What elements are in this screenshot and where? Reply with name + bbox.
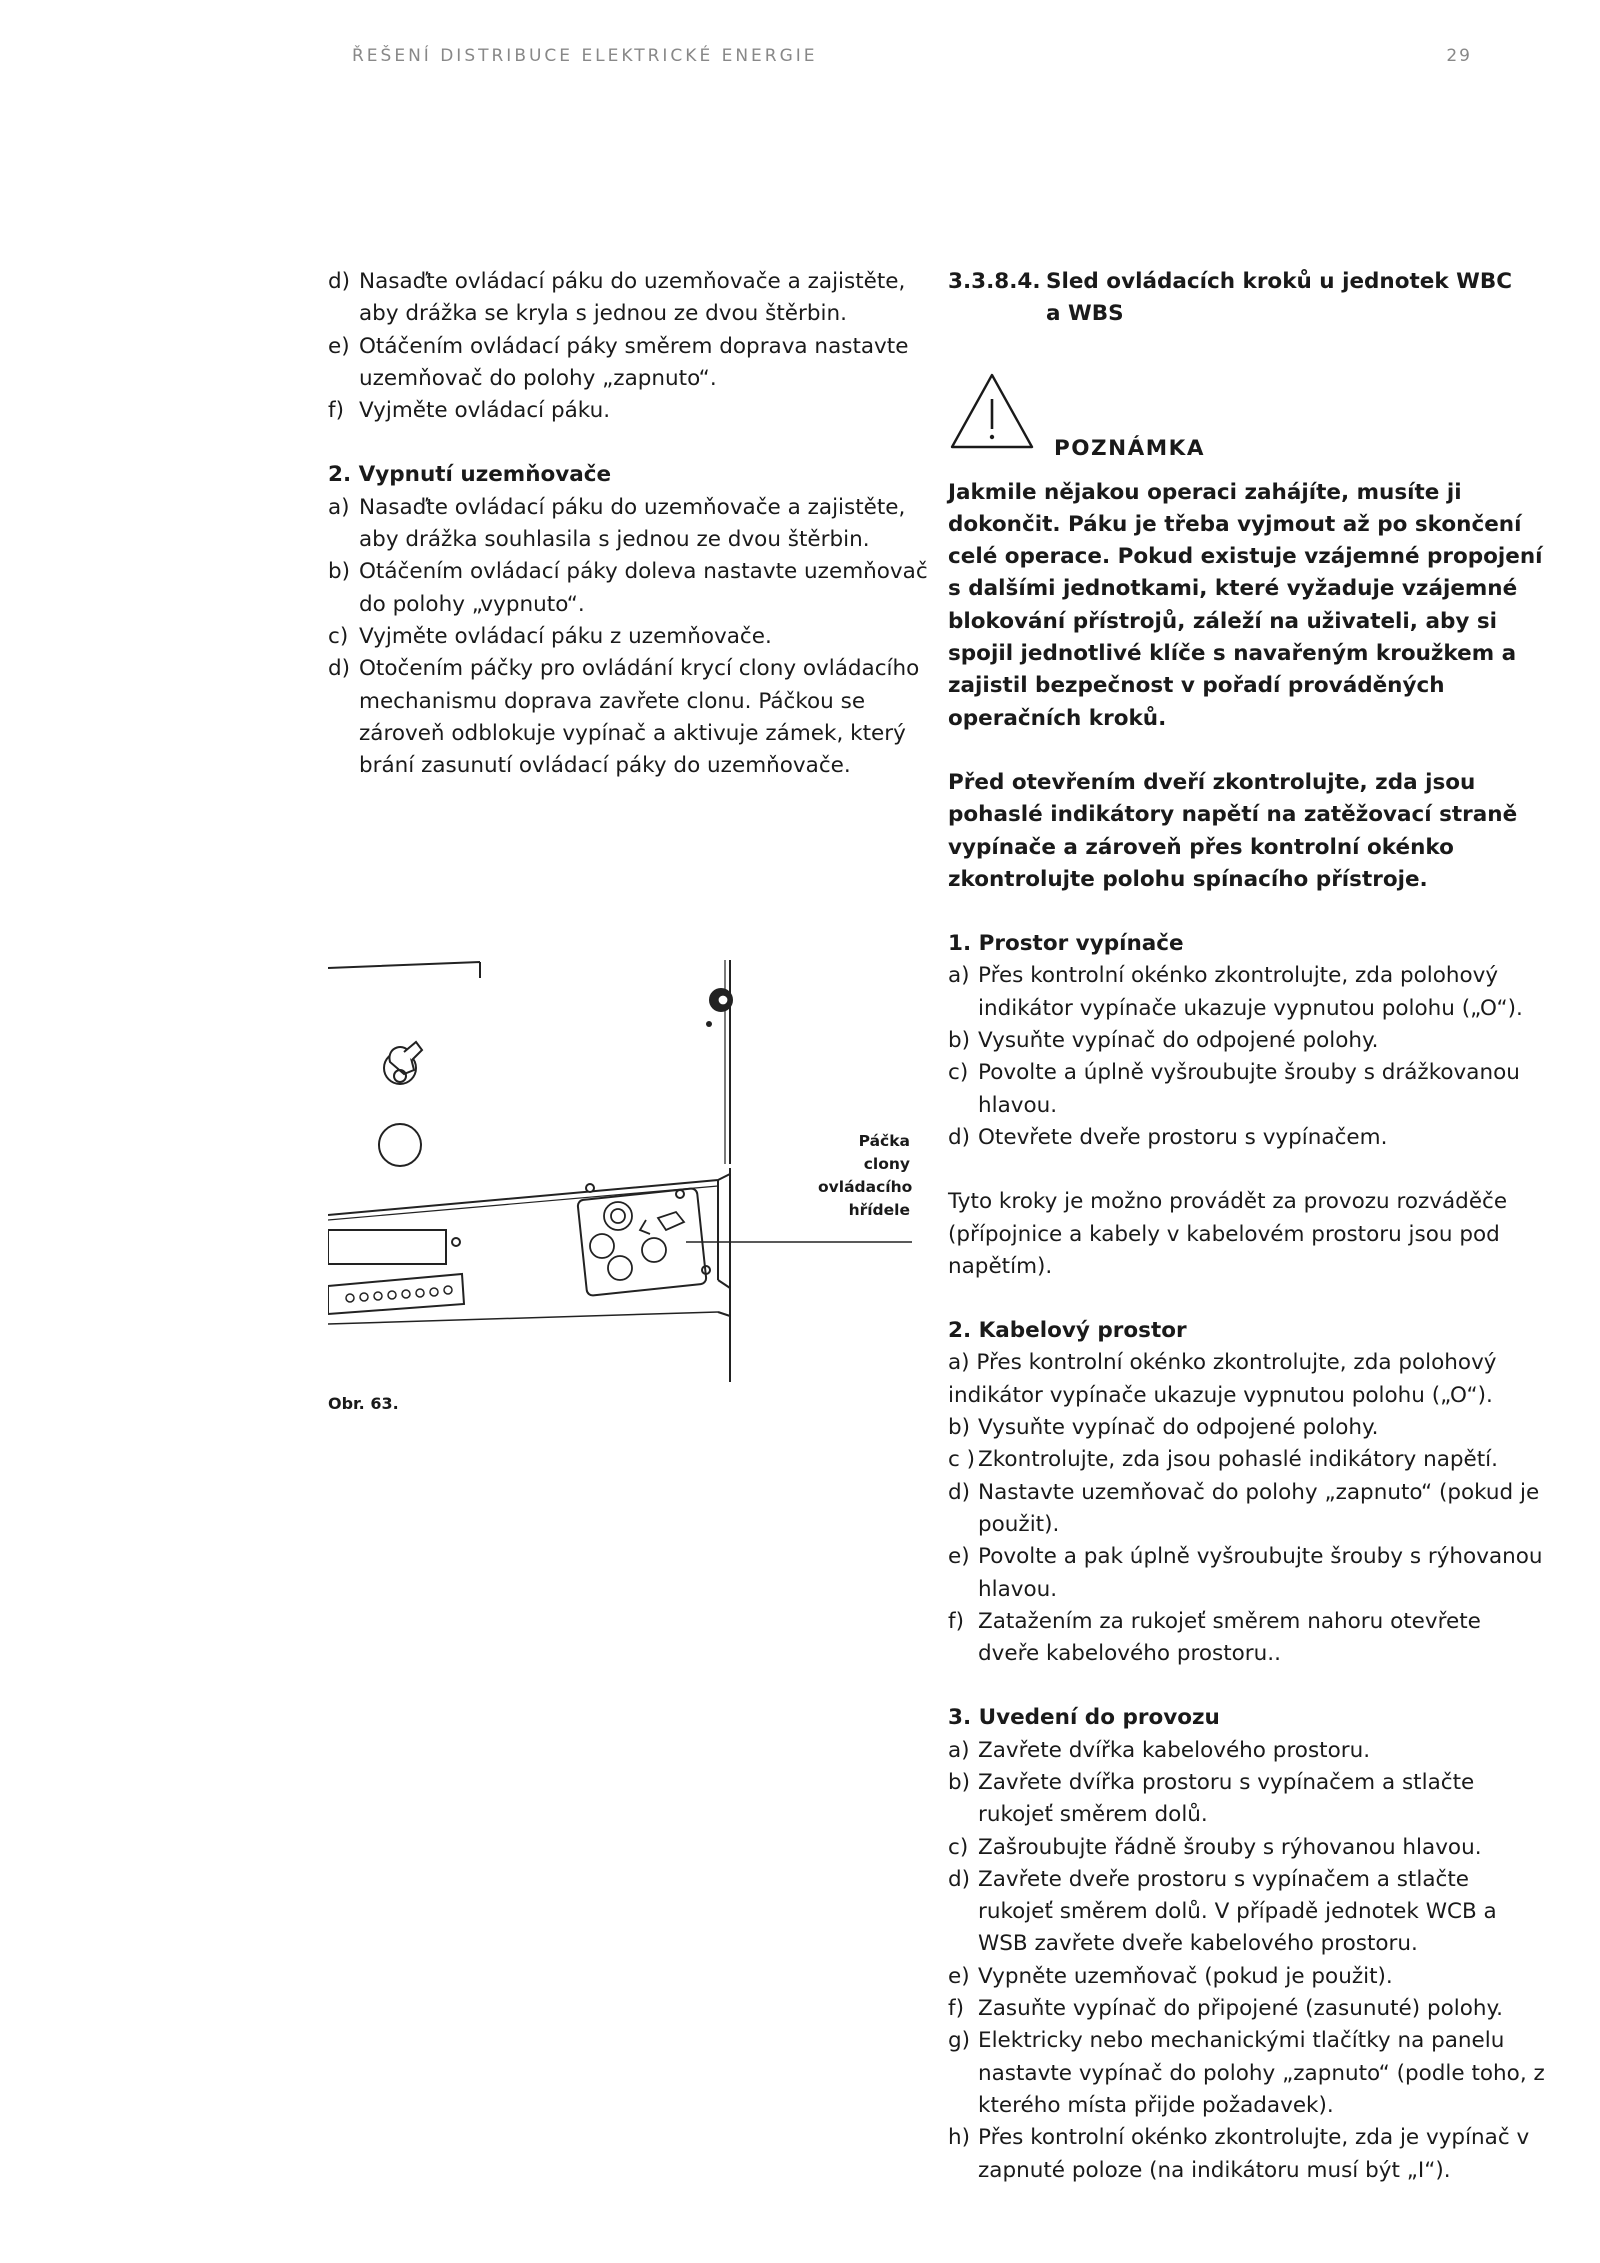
- item-text: Povolte a úplně vyšroubujte šrouby s drážkovanou hlavou.: [978, 1060, 1520, 1118]
- list-item: [328, 331, 928, 396]
- section-heading: 3. Uvedení do provozu: [948, 1705, 1220, 1731]
- item-marker: c ): [948, 1447, 976, 1473]
- list-item: [328, 266, 928, 331]
- check-paragraph: Před otevřením dveří zkontrolujte, zda jsou pohaslé indikátory napětí na zatěžovací straně vypínače a zároveň přes kontrolní okénko zkontrolujte polohu spínacího přístroje.: [948, 769, 1518, 892]
- running-header: ŘEŠENÍ DISTRIBUCE ELEKTRICKÉ ENERGIE: [352, 46, 818, 66]
- item-text: Přes kontrolní okénko zkontrolujte, zda je vypínač v zapnuté poloze (na indikátoru musí být „I“).: [978, 2125, 1530, 2183]
- list-item: [948, 1993, 1548, 2025]
- item-text: Zavřete dveře prostoru s vypínačem a stlačte rukojeť směrem dolů. V případě jednotek WCB a WSB zavřete dveře kabelového prostoru.: [978, 1866, 1497, 1957]
- item-marker: e): [948, 1963, 970, 1989]
- item-text: Zavřete dvířka kabelového prostoru.: [978, 1737, 1371, 1763]
- warning-icon: [948, 371, 1036, 451]
- item-text: Vyjměte ovládací páku.: [359, 398, 611, 424]
- note-header: [948, 371, 1548, 477]
- item-text: Zavřete dvířka prostoru s vypínačem a stlačte rukojeť směrem dolů.: [978, 1769, 1475, 1828]
- item-marker: b): [328, 559, 351, 585]
- item-text: Vypněte uzemňovač (pokud je použit).: [978, 1963, 1393, 1989]
- list-item: [948, 960, 1548, 1025]
- list-item: [948, 1767, 1548, 1832]
- list-item: [948, 1122, 1548, 1154]
- list-item: [948, 1961, 1548, 1993]
- left-column: [328, 266, 928, 782]
- item-marker: f): [948, 1608, 964, 1634]
- note-title: POZNÁMKA: [1054, 435, 1205, 461]
- section-number: 3.3.8.4.: [948, 269, 1041, 294]
- item-marker: e): [328, 333, 350, 359]
- list-item: [328, 653, 928, 782]
- figure-label: Páčka clony ovládacího hřídele: [818, 1132, 913, 1219]
- list-item: [328, 492, 928, 557]
- figure-caption: Obr. 63.: [328, 1394, 399, 1413]
- item-text: Nasaďte ovládací páku do uzemňovače a zajistěte, aby drážka se kryla s jednou ze dvou štěrbin.: [359, 269, 906, 327]
- item-marker: a): [948, 1737, 970, 1763]
- list-item: [328, 621, 928, 653]
- list-item: [948, 2025, 1548, 2122]
- page-number: 29: [1446, 46, 1472, 66]
- item-text: Zašroubujte řádně šrouby s rýhovanou hlavou.: [978, 1834, 1482, 1860]
- item-marker: a): [948, 963, 970, 989]
- list-item: [948, 1057, 1548, 1122]
- list-item: [948, 1412, 1548, 1444]
- list-item: [948, 1347, 1548, 1412]
- item-text: Otočením páčky pro ovládání krycí clony ovládacího mechanismu doprava zavřete clonu. Páčkou se zároveň odblokuje vypínač a aktivuje zámek, který brání zasunutí ovládací páky do uzemňovače.: [359, 656, 920, 779]
- item-marker: c): [948, 1834, 969, 1860]
- list-item: [948, 1832, 1548, 1864]
- list-item: [948, 1025, 1548, 1057]
- item-marker: g): [948, 2028, 971, 2054]
- list-item: [948, 1606, 1548, 1671]
- item-marker: a): [948, 1350, 970, 1376]
- item-marker: a): [328, 494, 350, 520]
- item-text: Nasaďte ovládací páku do uzemňovače a zajistěte, aby drážka souhlasila s jednou ze dvou štěrbin.: [359, 494, 906, 553]
- list-item: [948, 1541, 1548, 1606]
- item-text: Elektricky nebo mechanickými tlačítky na panelu nastavte vypínač do polohy „zapnuto“ (podle toho, z kterého místa přijde požadavek).: [978, 2028, 1545, 2118]
- item-text: Otáčením ovládací páky směrem doprava nastavte uzemňovač do polohy „zapnuto“.: [359, 333, 909, 391]
- item-marker: d): [948, 1479, 971, 1505]
- section-heading: 2. Vypnutí uzemňovače: [328, 462, 612, 488]
- section-title: Sled ovládacích kroků u jednotek WBC a WBS: [1046, 269, 1513, 327]
- item-text: Povolte a pak úplně vyšroubujte šrouby s rýhovanou hlavou.: [978, 1544, 1543, 1602]
- item-text: Vysuňte vypínač do odpojené polohy.: [978, 1028, 1379, 1054]
- list-item: [948, 2122, 1548, 2187]
- list-item: [948, 1477, 1548, 1542]
- item-text: Přes kontrolní okénko zkontrolujte, zda polohový indikátor vypínače ukazuje vypnutou polohu („O“).: [978, 963, 1523, 1021]
- list-item: [948, 1444, 1548, 1476]
- item-text: Vysuňte vypínač do odpojené polohy.: [978, 1415, 1379, 1441]
- item-text: Vyjměte ovládací páku z uzemňovače.: [359, 623, 772, 649]
- item-marker: h): [948, 2125, 971, 2151]
- item-marker: b): [948, 1028, 971, 1054]
- section-heading: 1. Prostor vypínače: [948, 931, 1184, 957]
- list-item: [948, 1864, 1548, 1961]
- item-text: Zatažením za rukojeť směrem nahoru otevřete dveře kabelového prostoru..: [978, 1608, 1481, 1667]
- section-heading: 2. Kabelový prostor: [948, 1318, 1187, 1344]
- item-text: Zkontrolujte, zda jsou pohaslé indikátory napětí.: [978, 1447, 1498, 1473]
- list-item: [328, 556, 928, 621]
- item-marker: d): [328, 269, 351, 294]
- list-item: [948, 1735, 1548, 1767]
- item-marker: c): [948, 1060, 969, 1086]
- list-item: [328, 395, 928, 427]
- item-marker: d): [328, 656, 351, 682]
- item-marker: d): [948, 1124, 971, 1150]
- item-marker: b): [948, 1769, 971, 1795]
- note-text: Jakmile nějakou operaci zahájíte, musíte ji dokončit. Páku je třeba vyjmout až po skončení celé operace. Pokud existuje vzájemné propojení s dalšími jednotkami, které vyžaduje vzájemné blokování přístrojů, záleží na uživateli, aby si spojil jednotlivé klíče s navařeným kroužkem a zajistil bezpečnost v pořadí prováděných operačních kroků.: [948, 479, 1543, 731]
- item-text: Otevřete dveře prostoru s vypínačem.: [978, 1124, 1388, 1150]
- item-marker: f): [948, 1996, 964, 2022]
- section-heading: [948, 266, 1548, 331]
- item-marker: d): [948, 1866, 971, 1892]
- item-text: Nastavte uzemňovač do polohy „zapnuto“ (pokud je použit).: [978, 1479, 1540, 1537]
- item-text: Přes kontrolní okénko zkontrolujte, zda polohový indikátor vypínače ukazuje vypnutou polohu („O“).: [948, 1350, 1497, 1408]
- operation-note: Tyto kroky je možno provádět za provozu rozváděče (přípojnice a kabely v kabelovém prostoru jsou pod napětím).: [948, 1189, 1508, 1279]
- item-marker: c): [328, 623, 349, 649]
- item-marker: f): [328, 398, 344, 424]
- right-column: [948, 266, 1548, 2187]
- item-text: Zasuňte vypínač do připojené (zasunuté) polohy.: [978, 1996, 1504, 2022]
- item-marker: b): [948, 1415, 971, 1441]
- item-text: Otáčením ovládací páky doleva nastavte uzemňovač do polohy „vypnuto“.: [359, 559, 928, 617]
- item-marker: e): [948, 1544, 970, 1570]
